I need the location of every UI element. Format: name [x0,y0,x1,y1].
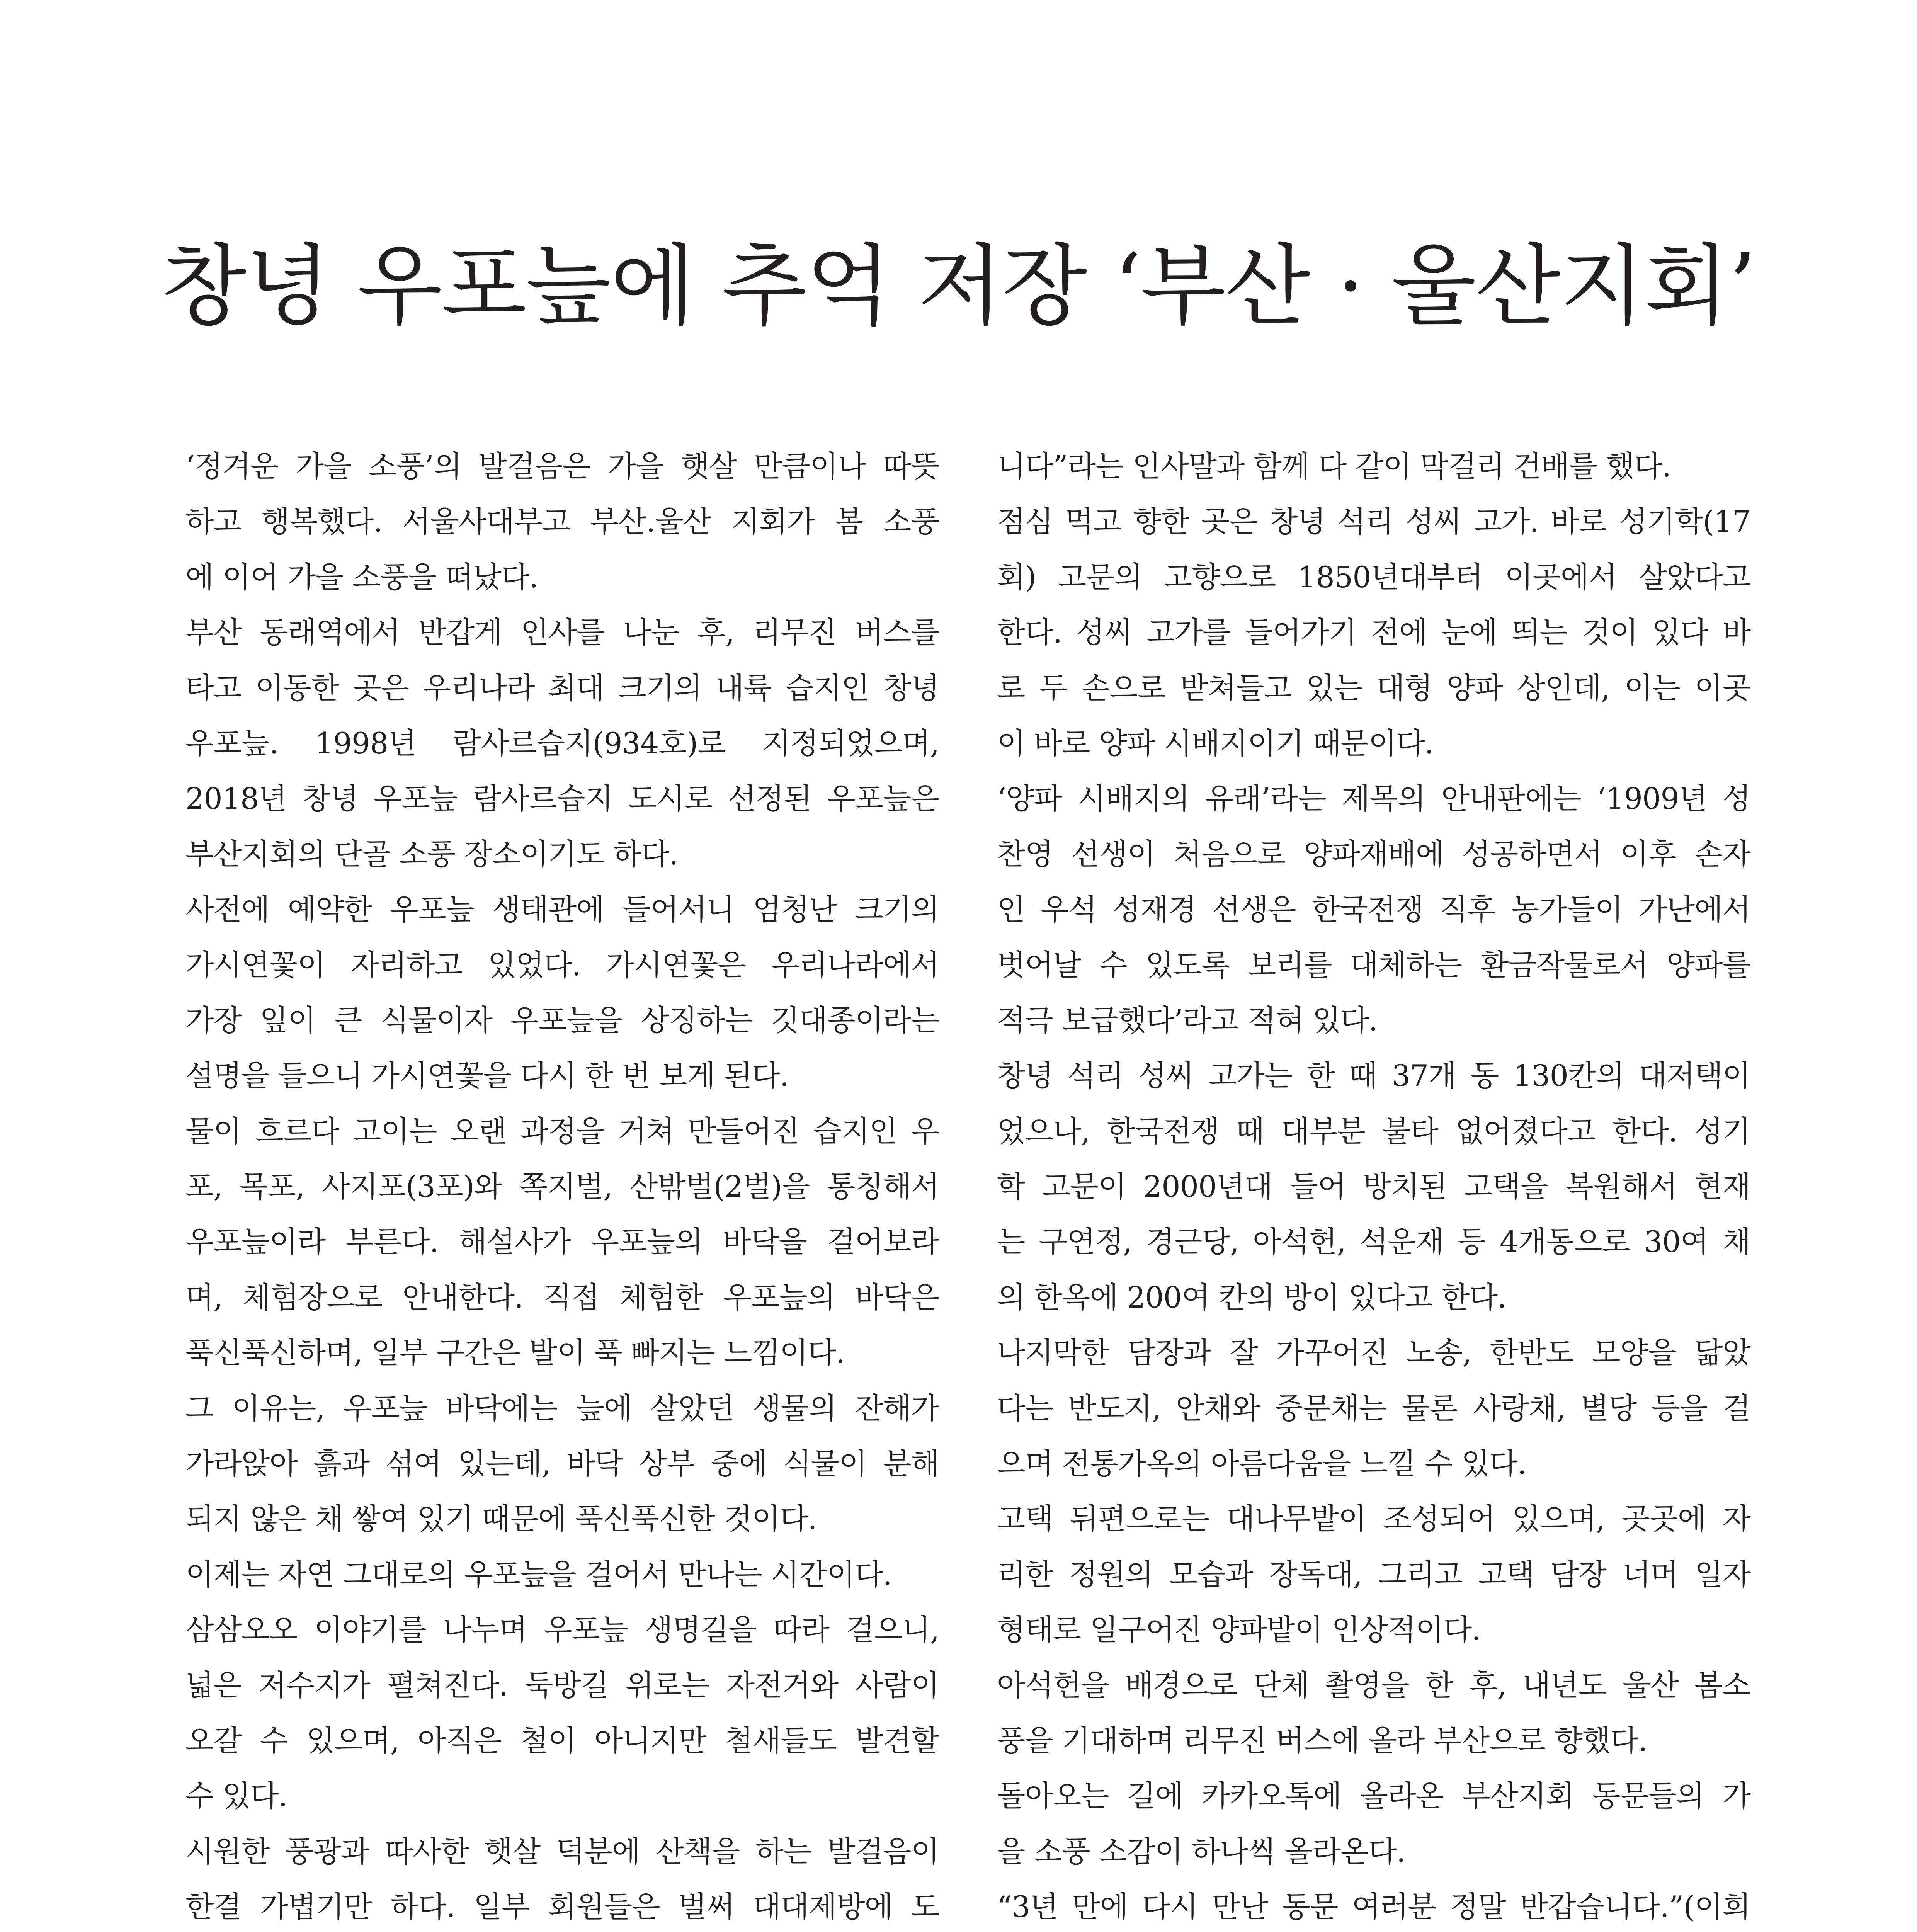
article-line: 었으나, 한국전쟁 때 대부분 불타 없어졌다고 한다. 성기 [997,1114,1750,1148]
article-line: ‘정겨운 가을 소풍’의 발걸음은 가을 햇살 만큼이나 따뜻 [185,449,939,483]
article-line: 오갈 수 있으며, 아직은 철이 아니지만 철새들도 발견할 [185,1723,939,1758]
article-line: 넓은 저수지가 펼쳐진다. 둑방길 위로는 자전거와 사람이 [185,1668,939,1702]
article-line: 물이 흐르다 고이는 오랜 과정을 거쳐 만들어진 습지인 우 [185,1114,939,1148]
article-line: 포, 목포, 사지포(3포)와 쪽지벌, 산밖벌(2벌)을 통칭해서 [185,1169,939,1204]
article-line: 아석헌을 배경으로 단체 촬영을 한 후, 내년도 울산 봄소 [997,1668,1750,1702]
article-column-left [185,439,939,1932]
article-line: 리한 정원의 모습과 장독대, 그리고 고택 담장 너머 일자 [997,1557,1750,1592]
article-line: 부산지회의 단골 소풍 장소이기도 하다. [185,837,678,871]
article-line: 우포늪. 1998년 람사르습지(934호)로 지정되었으며, [185,726,939,760]
article-line: 타고 이동한 곳은 우리나라 최대 크기의 내륙 습지인 창녕 [185,670,939,705]
article-line: 가장 잎이 큰 식물이자 우포늪을 상징하는 깃대종이라는 [185,1003,939,1037]
article-line: 로 두 손으로 받쳐들고 있는 대형 양파 상인데, 이는 이곳 [997,670,1750,705]
article-line: 찬영 선생이 처음으로 양파재배에 성공하면서 이후 손자 [997,837,1750,871]
article-line: 그 이유는, 우포늪 바닥에는 늪에 살았던 생물의 잔해가 [185,1391,939,1425]
article-line: 사전에 예약한 우포늪 생태관에 들어서니 엄청난 크기의 [185,892,939,927]
article-line: 적극 보급했다’라고 적혀 있다. [997,1003,1378,1037]
article-line: 의 한옥에 200여 칸의 방이 있다고 한다. [997,1280,1506,1315]
article-line: 삼삼오오 이야기를 나누며 우포늪 생명길을 따라 걸으니, [185,1612,939,1647]
article-line: 풍을 기대하며 리무진 버스에 올라 부산으로 향했다. [997,1723,1647,1758]
article-line: 회) 고문의 고향으로 1850년대부터 이곳에서 살았다고 [997,560,1750,594]
article-line: 고택 뒤편으로는 대나무밭이 조성되어 있으며, 곳곳에 자 [997,1502,1750,1536]
article-line: 가라앉아 흙과 섞여 있는데, 바닥 상부 중에 식물이 분해 [185,1446,939,1481]
article-line: 으며 전통가옥의 아름다움을 느낄 수 있다. [997,1446,1527,1481]
article-line: 학 고문이 2000년대 들어 방치된 고택을 복원해서 현재 [997,1169,1750,1204]
article-line: 형태로 일구어진 양파밭이 인상적이다. [997,1612,1481,1647]
article-line: 한다. 성씨 고가를 들어가기 전에 눈에 띄는 것이 있다 바 [997,615,1750,650]
article-line: 2018년 창녕 우포늪 람사르습지 도시로 선정된 우포늪은 [185,781,939,816]
article-line: 며, 체험장으로 안내한다. 직접 체험한 우포늪의 바닥은 [185,1280,939,1315]
article-line: 는 구연정, 경근당, 아석헌, 석운재 등 4개동으로 30여 채 [997,1225,1750,1259]
article-line: 하고 행복했다. 서울사대부고 부산.울산 지회가 봄 소풍 [185,504,939,539]
article-line: 이제는 자연 그대로의 우포늪을 걸어서 만나는 시간이다. [185,1557,892,1592]
article-line: 설명을 들으니 가시연꽃을 다시 한 번 보게 된다. [185,1058,789,1093]
article-line: 가시연꽃이 자리하고 있었다. 가시연꽃은 우리나라에서 [185,947,939,982]
article-line: 되지 않은 채 쌓여 있기 때문에 푹신푹신한 것이다. [185,1502,817,1536]
article-line: 이 바로 양파 시배지이기 때문이다. [997,726,1434,760]
article-title: 창녕 우포늪에 추억 저장 ‘부산 · 울산지회’ [161,235,1756,337]
article-line: 에 이어 가을 소풍을 떠났다. [185,560,538,594]
article-line: 돌아오는 길에 카카오톡에 올라온 부산지회 동문들의 가 [997,1779,1750,1813]
article-column-right [997,439,1750,1932]
article-line: 푹신푹신하며, 일부 구간은 발이 푹 빠지는 느낌이다. [185,1335,845,1370]
article-line: 우포늪이라 부른다. 해설사가 우포늪의 바닥을 걸어보라 [185,1225,939,1259]
article-line: 다는 반도지, 안채와 중문채는 물론 사랑채, 별당 등을 걸 [997,1391,1750,1425]
article-line: 부산 동래역에서 반갑게 인사를 나눈 후, 리무진 버스를 [185,615,939,650]
article-line: 나지막한 담장과 잘 가꾸어진 노송, 한반도 모양을 닮았 [997,1335,1750,1370]
article-line: ‘양파 시배지의 유래’라는 제목의 안내판에는 ‘1909년 성 [997,781,1750,816]
article-line: 한결 가볍기만 하다. 일부 회원들은 벌써 대대제방에 도 [185,1889,939,1924]
article-line: 인 우석 성재경 선생은 한국전쟁 직후 농가들이 가난에서 [997,892,1750,927]
article-line: 점심 먹고 향한 곳은 창녕 석리 성씨 고가. 바로 성기학(17 [997,504,1750,539]
article-line: 창녕 석리 성씨 고가는 한 때 37개 동 130칸의 대저택이 [997,1058,1750,1093]
article-line: 시원한 풍광과 따사한 햇살 덕분에 산책을 하는 발걸음이 [185,1834,939,1869]
article-line: “3년 만에 다시 만난 동문 여러분 정말 반갑습니다.”(이희 [997,1889,1750,1924]
article-line: 을 소풍 소감이 하나씩 올라온다. [997,1834,1406,1869]
article-line: 수 있다. [185,1779,287,1813]
article-line: 벗어날 수 있도록 보리를 대체하는 환금작물로서 양파를 [997,947,1750,982]
article-line: 니다”라는 인사말과 함께 다 같이 막걸리 건배를 했다. [997,449,1671,483]
